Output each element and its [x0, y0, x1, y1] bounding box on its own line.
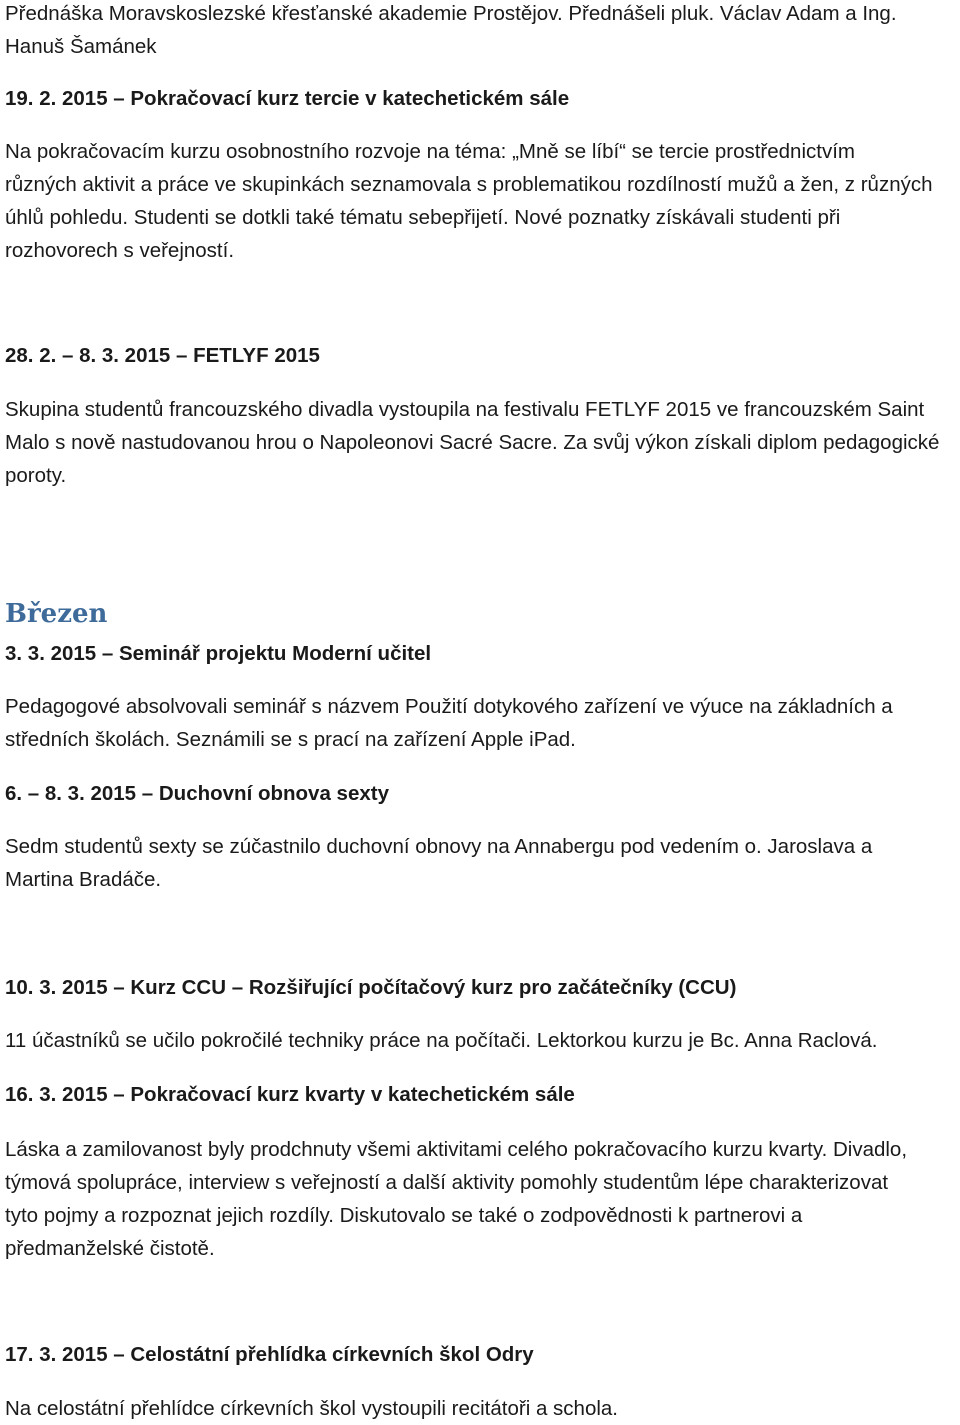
- paragraph-line: 11 účastníků se učilo pokročilé techniky práce na počítači. Lektorkou kurzu je Bc. Anna Raclová.: [5, 1029, 878, 1052]
- paragraph-line: Hanuš Šamánek: [5, 35, 157, 58]
- event-paragraph: [5, 393, 939, 492]
- event-heading: 17. 3. 2015 – Celostátní přehlídka církevních škol Odry: [5, 1343, 534, 1366]
- event-heading: 19. 2. 2015 – Pokračovací kurz tercie v katechetickém sále: [5, 87, 570, 110]
- paragraph-line: Sedm studentů sexty se zúčastnilo duchovní obnovy na Annabergu pod vedením o. Jaroslava a: [5, 835, 873, 858]
- event-paragraph: [5, 1392, 618, 1425]
- paragraph-line: předmanželské čistotě.: [5, 1237, 215, 1260]
- event-heading: 28. 2. – 8. 3. 2015 – FETLYF 2015: [5, 344, 320, 367]
- paragraph-line: Martina Bradáče.: [5, 868, 162, 891]
- event-heading: 3. 3. 2015 – Seminář projektu Moderní učitel: [5, 642, 432, 665]
- paragraph-line: rozhovorech s veřejností.: [5, 239, 235, 262]
- intro-paragraph: [5, 0, 897, 63]
- event-paragraph: [5, 830, 872, 896]
- paragraph-line: poroty.: [5, 464, 67, 487]
- paragraph-line: Skupina studentů francouzského divadla vystoupila na festivalu FETLYF 2015 ve francouzském Saint: [5, 398, 925, 421]
- paragraph-line: Láska a zamilovanost byly prodchnuty všemi aktivitami celého pokračovacího kurzu kvarty. Divadlo,: [5, 1138, 908, 1161]
- paragraph-line: Pedagogové absolvovali seminář s názvem Použití dotykového zařízení ve výuce na základních a: [5, 695, 893, 718]
- event-paragraph: [5, 1133, 907, 1265]
- event-paragraph: [5, 690, 893, 756]
- paragraph-line: Na celostátní přehlídce církevních škol vystoupili recitátoři a schola.: [5, 1397, 618, 1420]
- paragraph-line: středních školách. Seznámili se s prací na zařízení Apple iPad.: [5, 728, 576, 751]
- event-paragraph: [5, 1024, 877, 1057]
- paragraph-line: Přednáška Moravskoslezské křesťanské akademie Prostějov. Přednášeli pluk. Václav Adam a Ing.: [5, 2, 897, 25]
- paragraph-line: týmová spolupráce, interview s veřejností a další aktivity pomohly studentům lépe charakterizovat: [5, 1171, 889, 1194]
- paragraph-line: tyto pojmy a rozpoznat jejich rozdíly. Diskutovalo se také o zodpovědnosti k partnerovi a: [5, 1204, 803, 1227]
- event-heading: 10. 3. 2015 – Kurz CCU – Rozšiřující počítačový kurz pro začátečníky (CCU): [5, 976, 737, 999]
- paragraph-line: Malo s nově nastudovanou hrou o Napoleonovi Sacré Sacre. Za svůj výkon získali diplom pedagogické: [5, 431, 940, 454]
- event-heading: 6. – 8. 3. 2015 – Duchovní obnova sexty: [5, 782, 389, 805]
- month-heading: Březen: [5, 599, 108, 629]
- paragraph-line: Na pokračovacím kurzu osobnostního rozvoje na téma: „Mně se líbí“ se tercie prostřednictvím: [5, 140, 855, 163]
- paragraph-line: různých aktivit a práce ve skupinkách seznamovala s problematikou rozdílností mužů a žen, z různých: [5, 173, 933, 196]
- event-heading: 16. 3. 2015 – Pokračovací kurz kvarty v katechetickém sále: [5, 1083, 575, 1106]
- event-paragraph: [5, 135, 933, 267]
- paragraph-line: úhlů pohledu. Studenti se dotkli také tématu sebepřijetí. Nové poznatky získávali studenti při: [5, 206, 841, 229]
